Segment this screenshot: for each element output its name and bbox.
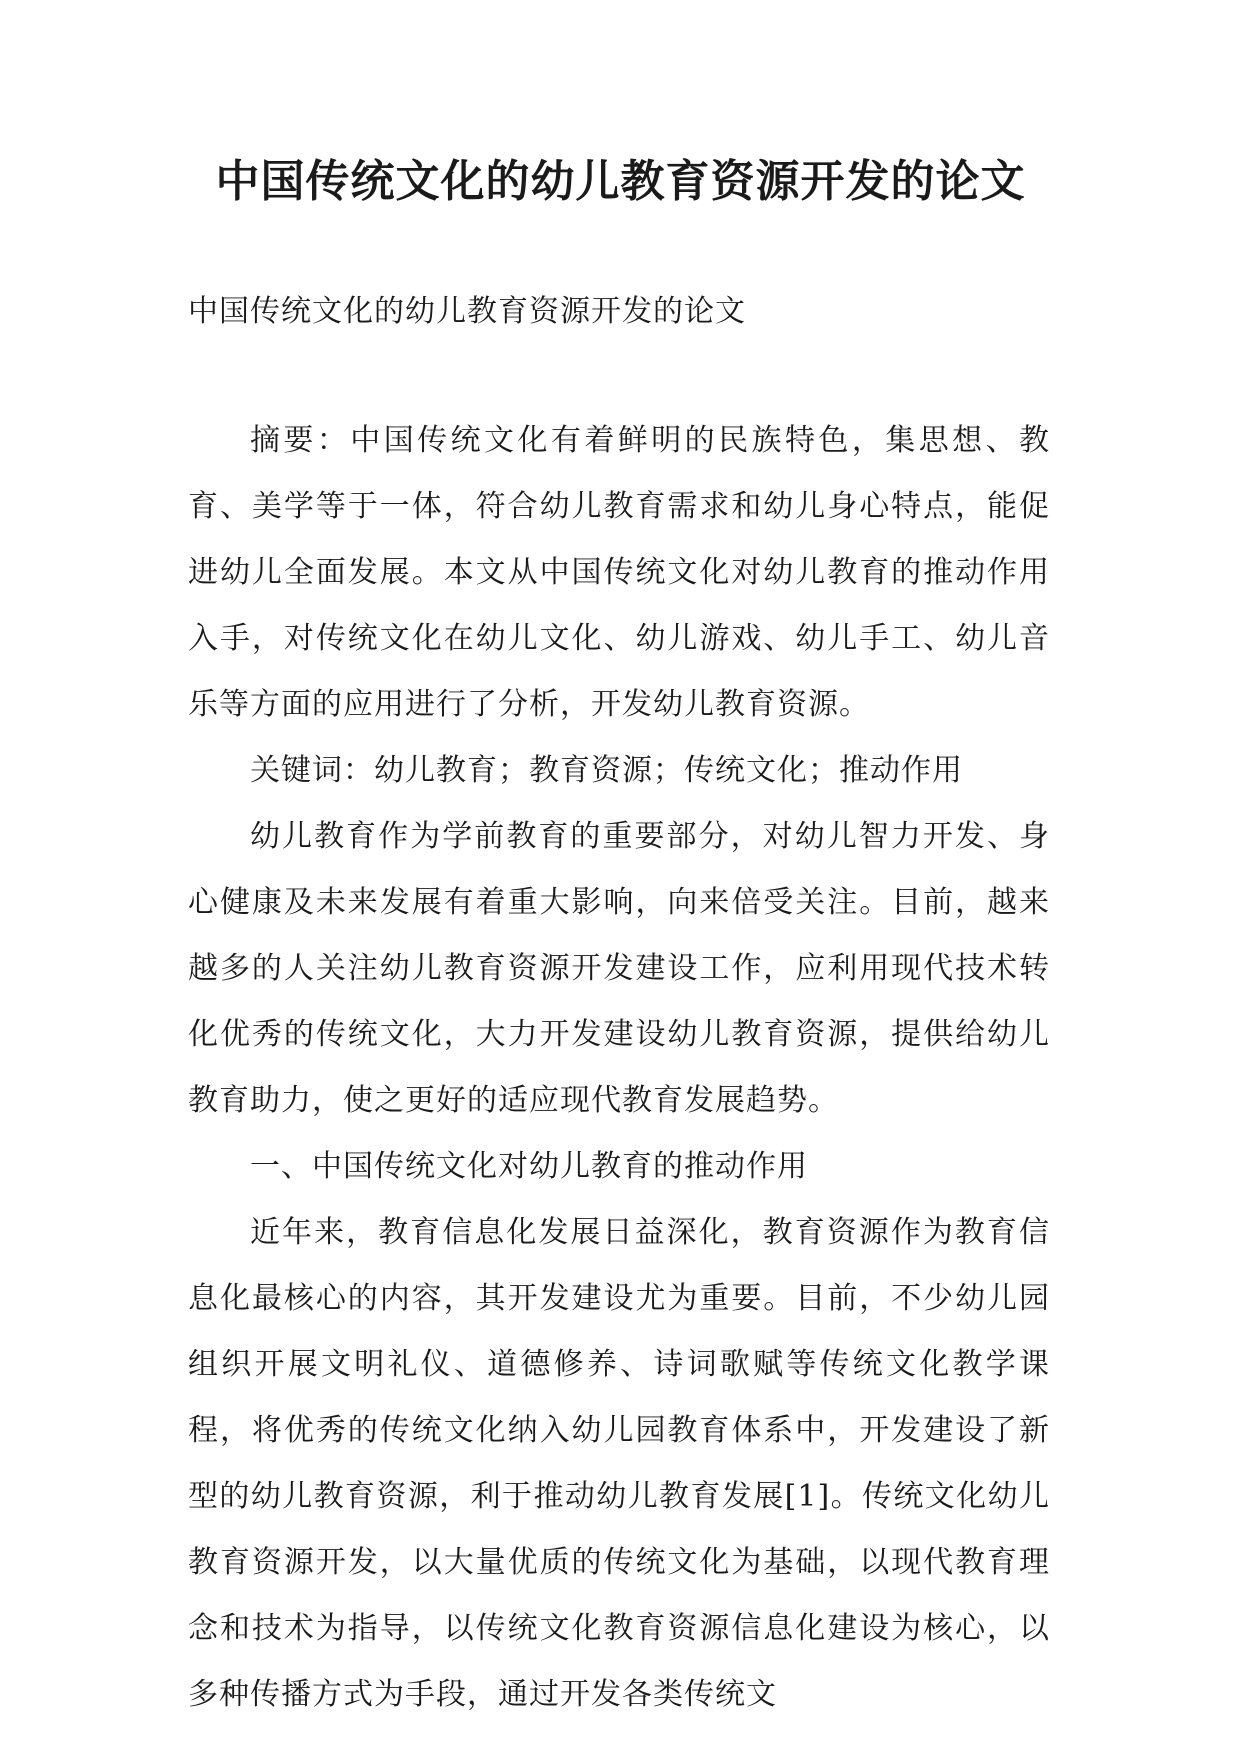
abstract-paragraph: 摘要：中国传统文化有着鲜明的民族特色，集思想、教育、美学等于一体，符合幼儿教育需求和幼儿身心特点，能促进幼儿全面发展。本文从中国传统文化对幼儿教育的推动作用入手，对传统文化在幼儿文化、幼儿游戏、幼儿手工、幼儿音乐等方面的应用进行了分析，开发幼儿教育资源。	[188, 423, 1050, 722]
intro-paragraph: 幼儿教育作为学前教育的重要部分，对幼儿智力开发、身心健康及未来发展有着重大影响，向来倍受关注。目前，越来越多的人关注幼儿教育资源开发建设工作，应利用现代技术转化优秀的传统文化，大力开发建设幼儿教育资源，提供给幼儿教育助力，使之更好的适应现代教育发展趋势。	[188, 819, 1050, 1118]
document-body	[188, 408, 1050, 1728]
document-subtitle: 中国传统文化的幼儿教育资源开发的论文	[188, 294, 746, 329]
section-heading: 一、中国传统文化对幼儿教育的推动作用	[250, 1149, 808, 1184]
keywords-paragraph: 关键词：幼儿教育；教育资源；传统文化；推动作用	[250, 753, 963, 788]
section-paragraph: 近年来，教育信息化发展日益深化，教育资源作为教育信息化最核心的内容，其开发建设尤为重要。目前，不少幼儿园组织开展文明礼仪、道德修养、诗词歌赋等传统文化教学课程，将优秀的传统文化纳入幼儿园教育体系中，开发建设了新型的幼儿教育资源，利于推动幼儿教育发展[1]。传统文化幼儿教育资源开发，以大量优质的传统文化为基础，以现代教育理念和技术为指导，以传统文化教育资源信息化建设为核心，以多种传播方式为手段，通过开发各类传统文	[188, 1215, 1050, 1712]
document-title: 中国传统文化的幼儿教育资源开发的论文	[215, 156, 1026, 207]
